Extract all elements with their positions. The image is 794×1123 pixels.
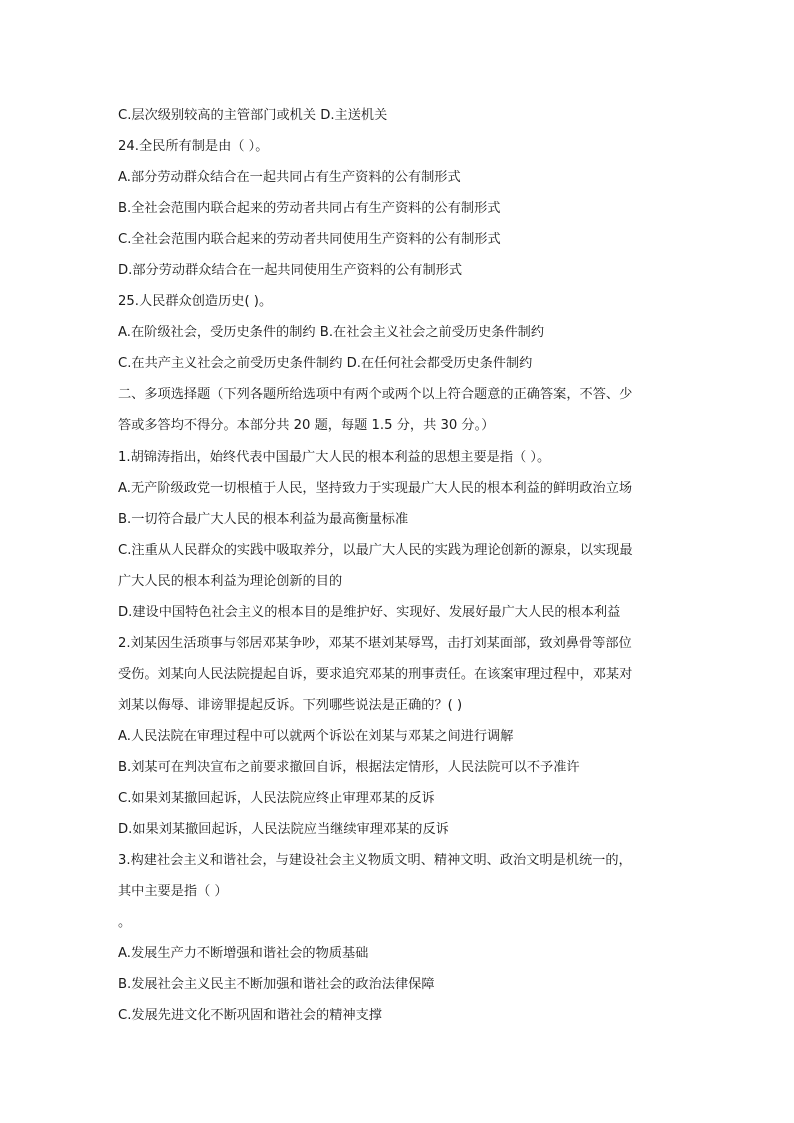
question-25: 25.人民群众创造历史( )。 xyxy=(118,294,273,310)
question-3: 3.构建社会主义和谐社会，与建设社会主义物质文明、精神文明、政治文明是机统一的， xyxy=(118,853,632,869)
option-line: B.一切符合最广大人民的根本利益为最高衡量标准 xyxy=(118,511,409,527)
option-line-cont: 广大人民的根本利益为理论创新的目的 xyxy=(118,573,343,589)
question-2: 2.刘某因生活琐事与邻居邓某争吵，邓某不堪刘某辱骂，击打刘某面部，致刘鼻骨等部位 xyxy=(118,635,632,651)
question-3-cont: 其中主要是指（ ） xyxy=(118,884,228,900)
punctuation-line: 。 xyxy=(118,915,132,931)
option-line: C.发展先进文化不断巩固和谐社会的精神支撑 xyxy=(118,1008,382,1024)
option-line: D.如果刘某撤回起诉，人民法院应当继续审理邓某的反诉 xyxy=(118,822,449,838)
option-line: C.如果刘某撤回起诉，人民法院应终止审理邓某的反诉 xyxy=(118,791,435,807)
option-line: C.在共产主义社会之前受历史条件制约 D.在任何社会都受历史条件制约 xyxy=(118,356,533,372)
option-line: A.在阶级社会，受历史条件的制约 B.在社会主义社会之前受历史条件制约 xyxy=(118,325,545,341)
option-line: A.无产阶级政党一切根植于人民，坚持致力于实现最广大人民的根本利益的鲜明政治立场 xyxy=(118,480,633,496)
option-line: B.刘某可在判决宣布之前要求撤回自诉，根据法定情形，人民法院可以不予准许 xyxy=(118,759,580,775)
option-line: A.部分劳动群众结合在一起共同占有生产资料的公有制形式 xyxy=(118,170,461,186)
option-line: B.全社会范围内联合起来的劳动者共同占有生产资料的公有制形式 xyxy=(118,201,501,217)
section-heading-cont: 答或多答均不得分。本部分共 20 题，每题 1.5 分，共 30 分。） xyxy=(118,418,495,434)
question-2-cont: 刘某以侮辱、诽谤罪提起反诉。下列哪些说法是正确的？( ) xyxy=(118,697,463,713)
option-line: C.注重从人民群众的实践中吸取养分，以最广大人民的实践为理论创新的源泉，以实现最 xyxy=(118,542,633,558)
option-line: A.发展生产力不断增强和谐社会的物质基础 xyxy=(118,946,369,962)
option-line: B.发展社会主义民主不断加强和谐社会的政治法律保障 xyxy=(118,977,435,993)
text-line: C.层次级别较高的主管部门或机关 D.主送机关 xyxy=(118,108,388,123)
document-body xyxy=(118,100,678,1031)
question-24: 24.全民所有制是由（ ）。 xyxy=(118,139,269,155)
question-2-cont: 受伤。刘某向人民法院提起自诉，要求追究邓某的刑事责任。在该案审理过程中，邓某对 xyxy=(118,666,633,682)
section-heading: 二、多项选择题（下列各题所给选项中有两个或两个以上符合题意的正确答案，不答、少 xyxy=(118,387,633,403)
option-line: D.建设中国特色社会主义的根本目的是维护好、实现好、发展好最广大人民的根本利益 xyxy=(118,604,621,620)
option-line: C.全社会范围内联合起来的劳动者共同使用生产资料的公有制形式 xyxy=(118,232,501,248)
option-line: D.部分劳动群众结合在一起共同使用生产资料的公有制形式 xyxy=(118,263,463,279)
option-line: A.人民法院在审理过程中可以就两个诉讼在刘某与邓某之间进行调解 xyxy=(118,728,514,744)
question-1: 1.胡锦涛指出，始终代表中国最广大人民的根本利益的思想主要是指（ ）。 xyxy=(118,449,551,465)
